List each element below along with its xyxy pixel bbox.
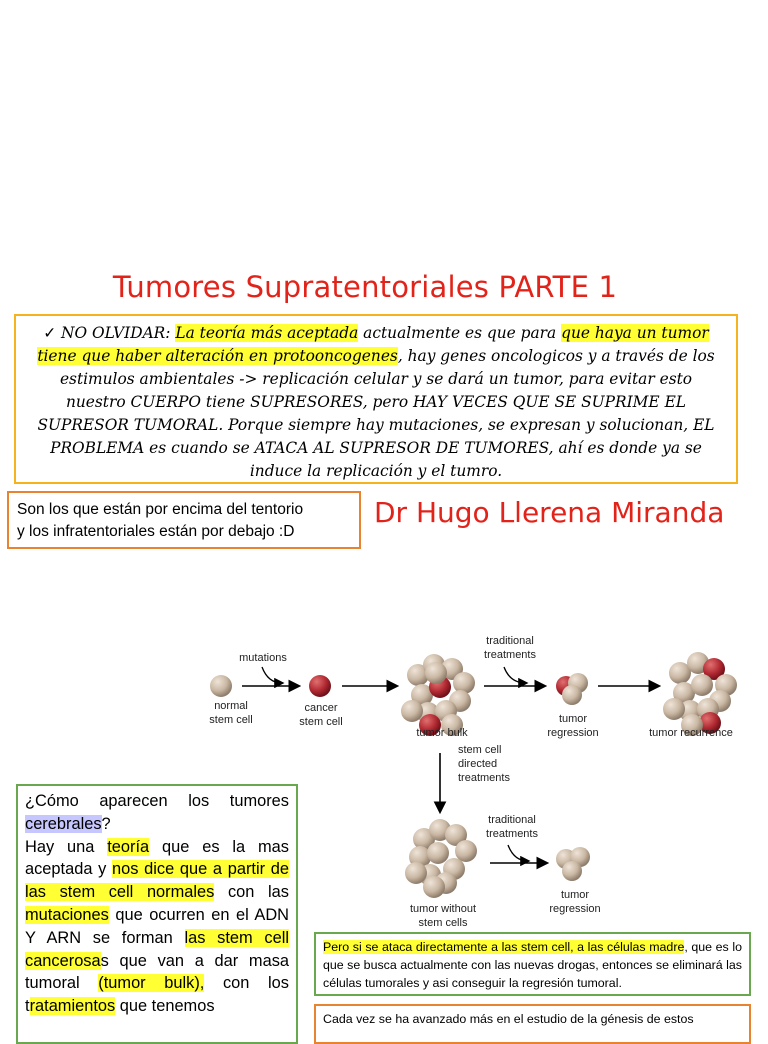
label-tumor-recurrence: tumor recurrence [649,727,733,739]
tumor-regression-cells-2 [556,847,590,881]
tumor-without-stem-cells-cluster [405,819,477,898]
stem-cell-attack-box [314,932,751,996]
label-cancer-stem-cell: cancer stem cell [299,702,343,728]
how-tumors-appear-box: ¿Cómo aparecen los tumores cerebrales? Hay una teoría que es la mas aceptada y nos dice que a partir de las stem cell normales con las mutaciones que ocurren en el ADN Y ARN se forman las stem cell cancerosas que van a dar masa tumoral (tumor bulk), con los tratamientos que tenemos [16,784,298,1044]
label-tumor-bulk: tumor bulk [416,727,468,739]
genesis-study-box [314,1004,751,1044]
label-tumor-without-stem-cells: tumor without stem cells [409,903,477,929]
page-title: Tumores Supratentoriales PARTE 1 [112,270,618,304]
cancer-stem-cell [309,675,331,697]
label-tumor-regression-1: tumor regression [547,713,599,739]
note-highlight-2: que haya un tumor tiene que haber alteración en protooncogenes [37,324,709,365]
tumor-recurrence-cluster [663,652,737,736]
tentorio-box [7,491,361,549]
genesis-study-text: Cada vez se ha avanzado más en el estudio de la génesis de estos [323,1012,694,1026]
note-text-2: , hay genes oncologicos y a través de los estimulos ambientales -> replicación celular y se dará un tumor, para evitar esto nuestro CUERPO tiene SUPRESORES, pero HAY VECES QUE SE SUPRIME EL SUPRESOR TUMORAL. Porque siempre hay mutaciones, se expresan y solucionan, EL PROBLEMA es cuando se ATACA AL SUPRESOR DE TUMORES, ahí es donde ya se induce la replicación y el tumro. [37,347,715,480]
check-icon: ✓ [43,324,57,342]
label-traditional-treatments-1: traditional treatments [484,635,536,661]
stem-cell-attack-highlight: Pero si se ataca directamente a las stem cell, a las células madre [323,940,685,954]
normal-stem-cell [210,675,232,697]
tentorio-line-1: Son los que están por encima del tentorio [17,501,304,518]
label-traditional-treatments-2: traditional treatments [486,814,538,840]
tumor-regression-cells-1 [556,673,588,705]
note-text-1: actualmente es que para [358,324,562,342]
note-box [14,314,738,484]
label-tumor-regression-2: tumor regression [549,889,601,915]
label-stem-cell-directed: stem cell directed treatments [458,744,510,784]
tentorio-line-2: y los infratentoriales están por debajo :D [17,523,295,540]
question-highlight: cerebrales [25,814,102,833]
label-mutations: mutations [239,652,287,664]
note-lead: NO OLVIDAR: [61,324,171,342]
question-mark: ? [101,814,111,833]
author-name: Dr Hugo Llerena Miranda [374,496,725,529]
stem-cell-attack-text: , que es lo que se busca actualmente con las nuevas drogas, entonces se eliminará las células tumorales y asi conseguir la regresión tumoral. [323,940,742,990]
label-normal-stem-cell: normal stem cell [209,700,253,726]
note-highlight-1: La teoría más aceptada [175,324,359,342]
tumor-bulk-cluster [401,654,475,736]
question-part-1: ¿Cómo aparecen los tumores [25,792,289,810]
